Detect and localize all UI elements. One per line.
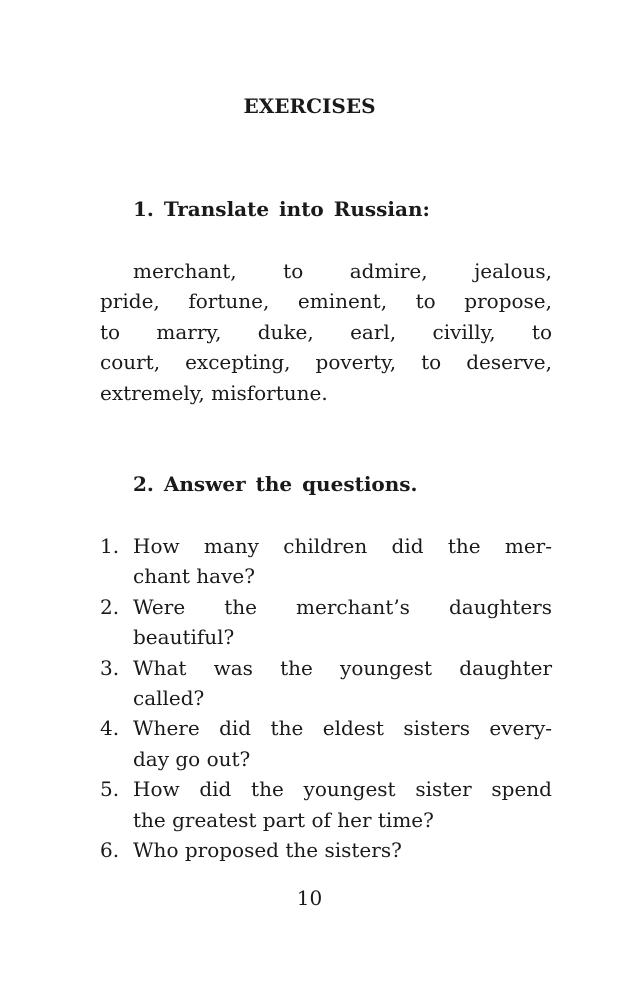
question-line: the greatest part of her time?	[133, 807, 434, 832]
vocabulary-paragraph	[100, 256, 552, 408]
section-2-heading: 2. Answer the questions.	[133, 472, 418, 496]
question-item	[100, 592, 552, 653]
question-item	[100, 653, 552, 714]
question-number: 3.	[100, 655, 120, 680]
question-text	[133, 653, 552, 714]
question-line: beautiful?	[133, 625, 235, 650]
question-text	[133, 774, 552, 835]
paragraph-line: court, excepting, poverty, to deserve,	[100, 350, 552, 375]
question-number: 1.	[100, 534, 120, 558]
questions-list	[100, 531, 552, 865]
question-number: 2.	[100, 594, 120, 619]
question-line: day go out?	[133, 746, 251, 771]
paragraph-line: pride, fortune, eminent, to propose,	[100, 289, 552, 314]
section-1-heading: 1. Translate into Russian:	[133, 197, 430, 221]
page-title: EXERCISES	[243, 94, 376, 118]
question-line: Who proposed the sisters?	[133, 837, 402, 862]
question-line: Were the merchant’s daughters	[133, 594, 552, 619]
question-item	[100, 531, 552, 592]
question-line: What was the youngest daughter	[133, 655, 552, 680]
question-item	[100, 835, 552, 865]
question-line: called?	[133, 685, 205, 710]
page-number: 10	[296, 886, 323, 910]
paragraph-line: merchant, to admire, jealous,	[133, 259, 552, 283]
paragraph-line: to marry, duke, earl, civilly, to	[100, 319, 552, 344]
question-text	[133, 713, 552, 774]
question-number: 6.	[100, 837, 120, 862]
question-line: How many children did the mer-	[133, 534, 552, 558]
paragraph-line: extremely, misfortune.	[100, 380, 328, 405]
question-line: Where did the eldest sisters every-	[133, 716, 552, 741]
question-line: How did the youngest sister spend	[133, 777, 552, 802]
question-number: 5.	[100, 777, 120, 802]
question-text	[133, 835, 552, 865]
question-line: chant have?	[133, 564, 255, 589]
question-number: 4.	[100, 716, 120, 741]
question-item	[100, 713, 552, 774]
question-item	[100, 774, 552, 835]
question-text	[133, 592, 552, 653]
question-text	[133, 531, 552, 592]
